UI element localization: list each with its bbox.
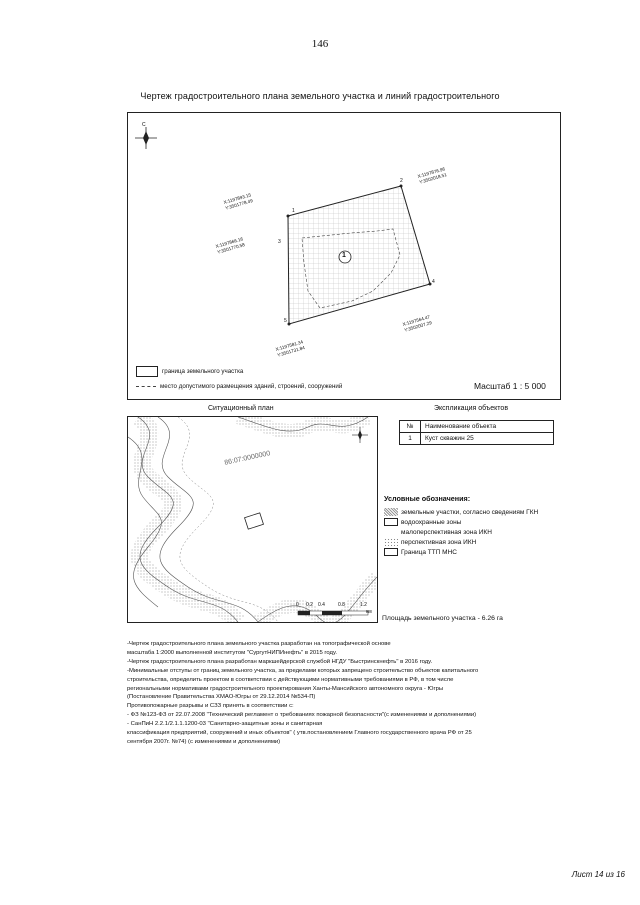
conventions-list [384,507,538,557]
legend-item [384,537,538,547]
point-label: 2 [400,178,403,184]
note-line: масштаба 1:2000 выполненной институтом "СургутНИПИнефть" в 2015 году. [127,649,337,656]
coord-label: X:1197876.96 Y:3502018.51 [417,166,448,185]
coord-label: X:1197581.34 Y:3501731.84 [275,339,306,358]
plan-frame [127,112,561,400]
table-row [400,433,554,445]
table-header [400,421,554,433]
svg-text:С: С [142,122,146,128]
coord-label: X:1197564.47 Y:3502007.29 [402,314,433,333]
scale-tick: 0.2 [306,602,313,608]
legend-label: Граница ТТП МНС [401,548,457,556]
explication-table [399,420,554,445]
legend-label: граница земельного участка [162,368,244,375]
scale-tick: 0.4 [318,602,325,608]
land-parcel [288,186,430,324]
note-line: сентября 2007г. №74) (с изменениями и дополнениями) [127,738,281,745]
legend-label: перспективная зона ИКН [401,538,477,546]
plan-scale: Масштаб 1 : 5 000 [474,381,546,391]
legend-item [384,547,538,557]
conventions-title: Условные обозначения: [384,494,471,503]
legend-item [384,527,538,537]
drawing-title: Чертеж градостроительного плана земельного участка и линий градостроительного [140,91,500,101]
note-line: -Чертеж градостроительного плана земельного участка разработан на топографической основе [127,641,391,647]
legend-boundary [136,366,243,377]
note-line: региональными нормативами градостроительного проектирования Ханты-Мансийского автономного округа - Югры [127,685,444,692]
situation-drawing [128,417,377,622]
situation-map [127,416,378,623]
legend-item [384,517,538,527]
dashed-line-swatch [136,386,156,387]
note-line: - СанПиН 2.2.1/2.1.1.1200-03 "Санитарно-защитные зоны и санитарная [127,721,323,728]
empty-swatch [384,528,398,536]
scale-unit: км [366,609,372,615]
scale-tick: 1.2 [360,602,367,608]
note-line: классификация предприятий, сооружений и иных объектов" ( утв.постановлением Главного государственного врача РФ от 25 [127,730,472,737]
legend-label: место допустимого размещения зданий, строений, сооружений [160,383,343,390]
note-line: -Минимальные отступы от границ земельного участка, за пределами которых запрещено строительство объектов капитального [127,667,479,674]
situation-title: Ситуационный план [208,405,274,412]
note-line: (Постановление Правительства ХМАО-Югры от 29.12.2014 №534-П) [127,694,316,701]
coord-label: X:1197893.15 Y:3501778.49 [223,192,254,211]
hatch-swatch [384,508,398,516]
legend-item [384,507,538,517]
legend-label: земельные участки, согласно сведениям ГКН [401,508,539,516]
explication-title: Экспликация объектов [434,405,509,412]
box-swatch [384,518,398,526]
point-label: 3 [278,239,281,245]
box-swatch [384,548,398,556]
area-text: Площадь земельного участка - 6.26 га [382,615,503,622]
note-line: строительства, определить проектом в соответствии с действующими нормативными требованиями в РФ, в том числе [127,676,454,683]
note-line: -Чертеж градостроительного плана разработан маркшейдерской службой НГДУ "Быстринскнефть" в 2016 году. [127,658,433,665]
page-number: 146 [311,38,329,50]
north-arrow-icon [135,122,157,149]
parcel-marker [245,513,264,529]
notes-block [127,640,567,747]
point-label: 5 [284,318,287,324]
parcel-code: 86:07:0000000 [223,450,271,467]
cell: 1 [400,433,421,445]
scale-tick: 0.8 [338,602,345,608]
dots-swatch [384,538,398,546]
cell: Куст скважин 25 [421,433,554,445]
coord-label: X:1197866.16 Y:3501770.58 [215,236,246,255]
note-line: Противопожарные разрывы и СЗЗ принять в соответствии с: [127,703,294,710]
object-number: 1 [342,252,346,259]
scale-bar [298,611,368,615]
note-line: - ФЗ №123-ФЗ от 22.07.2008 "Технический регламент о требованиях пожарной безопасности"(с изменениями и дополнениями) [127,712,477,719]
header-cell: Наименование объекта [421,421,554,433]
point-label: 4 [432,279,435,285]
sheet-footer: Лист 14 из 16 [571,870,625,879]
point-label: 1 [292,208,295,214]
legend-permitted [136,383,342,390]
legend-label: малоперспективная зона ИКН [401,528,492,536]
legend-label: водоохранные зоны [401,518,462,526]
header-cell: № [400,421,421,433]
boundary-swatch [136,366,158,377]
scale-tick: 0 [296,602,299,608]
